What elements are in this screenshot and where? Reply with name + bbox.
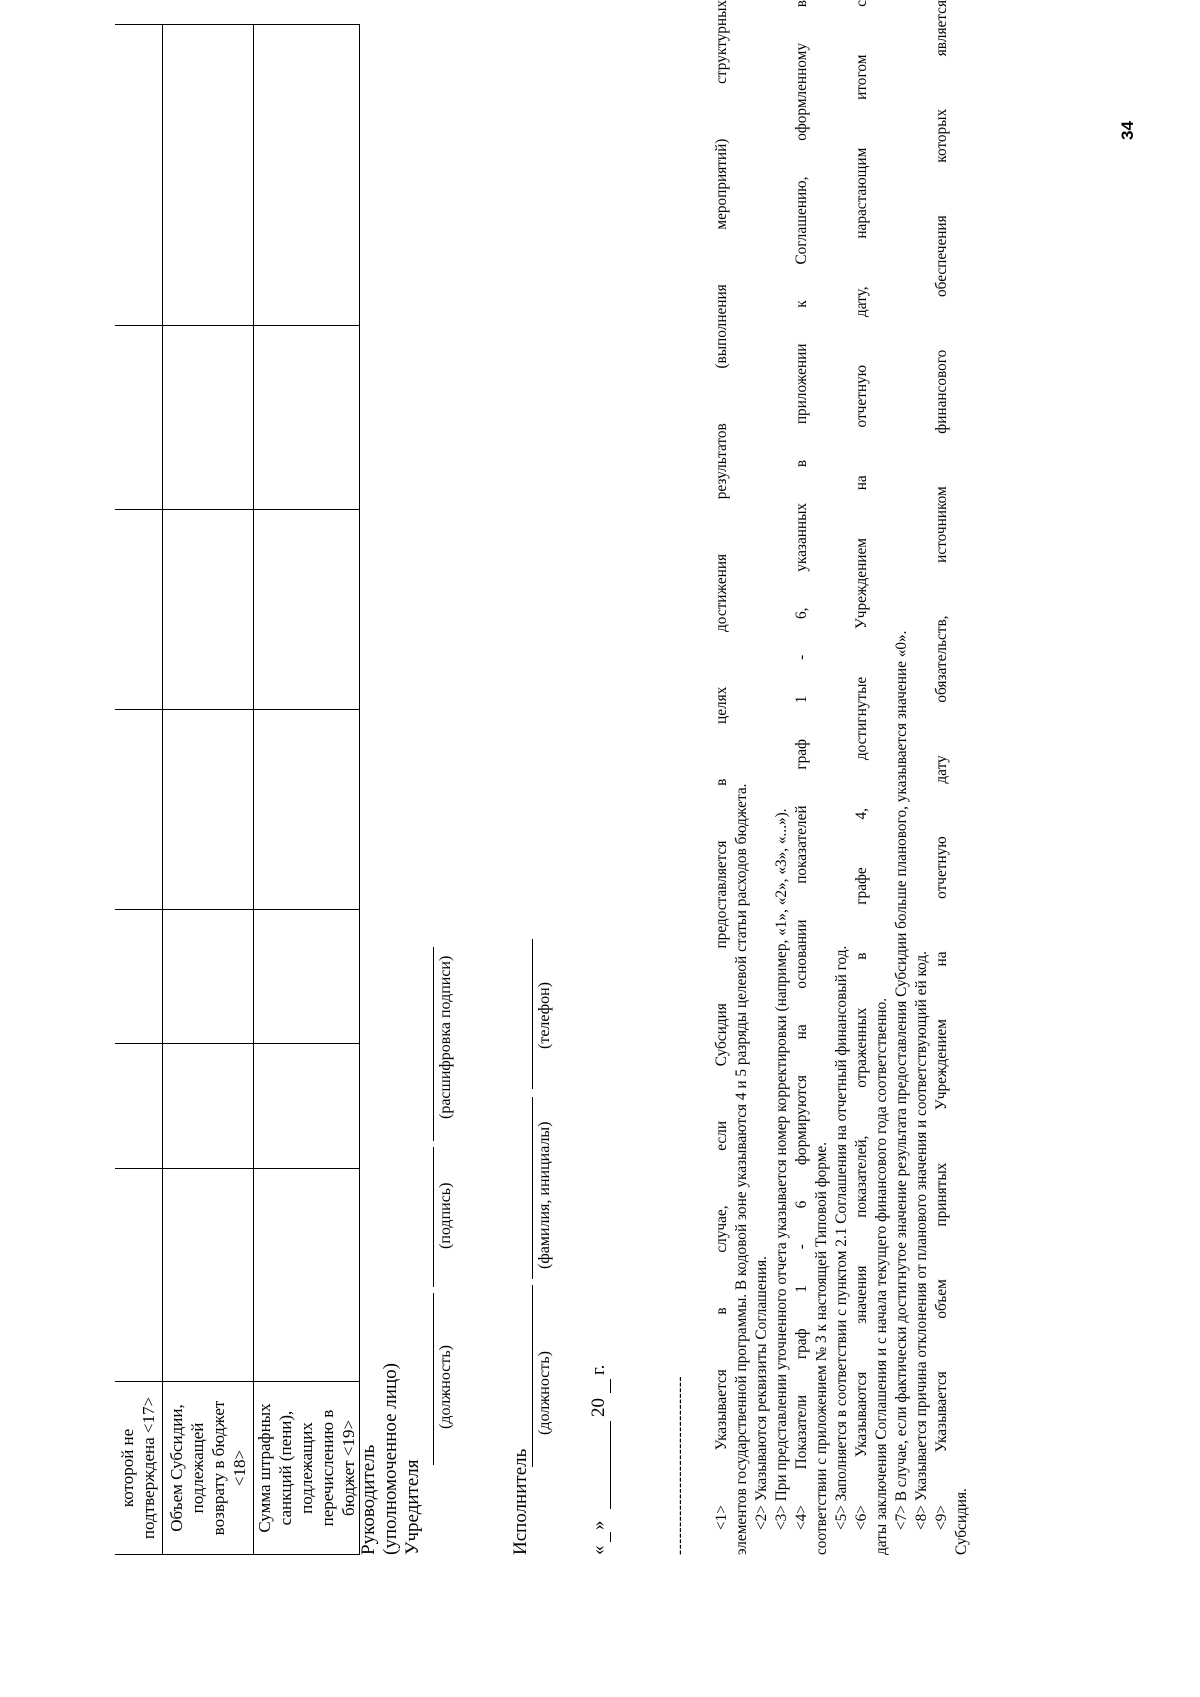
- footnote-8: <8> Указывается причина отклонения от планового значения и соответствующий ей код.: [913, 951, 930, 1530]
- table-cell: [162, 1044, 253, 1169]
- date-day-line: [610, 1532, 611, 1542]
- footnote-4-line-1: <4> Показатели граф 1 - 6 формируются на основании показателей граф 1 - 6, указанных в приложении к Соглашению, оформленному в: [793, 0, 810, 1530]
- footnote-5: <5> Заполняется в соответствии с пунктом 2.1 Соглашения на отчетный финансовый год.: [833, 945, 850, 1530]
- head-label-line1: Руководитель: [358, 1444, 379, 1555]
- table-cell: [162, 910, 253, 1044]
- footnote-9-line-2: Субсидия.: [953, 1488, 970, 1555]
- caption-exec-name: (фамилия, инициалы): [536, 1121, 553, 1269]
- footnote-1-line-1: <1> Указывается в случае, если Субсидия предоставляется в целях достижения результатов (выполнения мероприятий) структурных: [713, 0, 730, 1530]
- table-row: [162, 25, 253, 1555]
- footnote-6-line-2: даты заключения Соглашения и с начала текущего финансового года соответственно.: [873, 997, 890, 1555]
- table-row: [115, 25, 162, 1555]
- table-cell-label: Объем Субсидии, подлежащей возврату в бюджет <18>: [162, 1382, 253, 1555]
- date-open-quote: «: [588, 1545, 609, 1555]
- table-cell: [253, 910, 359, 1044]
- table-cell: [115, 326, 162, 510]
- date-suffix: г.: [588, 1364, 609, 1375]
- footnote-1-line-2: элементов государственной программы. В кодовой зоне указываются 4 и 5 разряды целевой статьи расходов бюджета.: [733, 783, 750, 1555]
- footnote-separator: --------------------------------: [671, 1375, 688, 1555]
- table-cell-label: Сумма штрафных санкций (пени), подлежащих перечислению в бюджет <19>: [253, 1382, 359, 1555]
- table-cell: [253, 25, 359, 326]
- table-cell: [115, 510, 162, 710]
- signature-line-exec-position: [532, 1285, 533, 1467]
- caption-position: (должность): [437, 1345, 454, 1429]
- date-year-prefix: 20: [588, 1398, 609, 1417]
- head-label-line3: Учредителя: [402, 1459, 423, 1555]
- footnote-7: <7> В случае, если фактически достигнутое значение результата предоставления Субсидии больше планового, указывается значение «0».: [893, 630, 910, 1530]
- table-cell: [115, 1044, 162, 1169]
- signature-line-exec-phone: [532, 939, 533, 1089]
- caption-decoding: (расшифровка подписи): [437, 955, 454, 1119]
- table-cell: [115, 910, 162, 1044]
- signature-line-exec-name: [532, 1097, 533, 1279]
- page-number: 34: [1118, 121, 1137, 140]
- footnote-9-line-1: <9> Указывается объем принятых Учреждением на отчетную дату обязательств, источником финансового обеспечения которых является: [933, 0, 950, 1530]
- table-cell: [162, 326, 253, 510]
- table-cell: [115, 25, 162, 326]
- table-cell: [162, 1169, 253, 1382]
- caption-exec-position: (должность): [536, 1351, 553, 1435]
- table-cell: [115, 1169, 162, 1382]
- table-cell: [115, 710, 162, 910]
- table-cell: [253, 326, 359, 510]
- table-cell: [253, 710, 359, 910]
- executor-label: Исполнитель: [510, 1448, 531, 1555]
- head-label-line2: (уполномоченное лицо): [380, 1363, 401, 1555]
- table-cell: [253, 510, 359, 710]
- signature-line-position: [433, 1293, 434, 1465]
- table-cell-label: которой не подтверждена <17>: [115, 1382, 162, 1555]
- date-close-quote: »: [588, 1520, 609, 1530]
- date-year-line: [610, 1379, 611, 1393]
- table-row: [253, 25, 359, 1555]
- table-cell: [253, 1044, 359, 1169]
- table-cell: [162, 710, 253, 910]
- signature-line-decoding: [433, 947, 434, 1141]
- caption-signature: (подпись): [437, 1182, 454, 1249]
- table-cell: [253, 1169, 359, 1382]
- footnote-2: <2> Указываются реквизиты Соглашения.: [753, 1256, 770, 1530]
- table-cell: [162, 510, 253, 710]
- footnote-6-line-1: <6> Указываются значения показателей, отраженных в графе 4, достигнутые Учреждением на отчетную дату, нарастающим итогом с: [853, 0, 870, 1530]
- footnote-4-line-2: соответствии с приложением № 3 к настоящей Типовой форме.: [813, 1141, 830, 1555]
- report-table: [115, 24, 360, 1555]
- table-cell: [162, 25, 253, 326]
- caption-exec-phone: (телефон): [536, 982, 553, 1049]
- signature-line-signature: [433, 1147, 434, 1287]
- date-month-line: [610, 1421, 611, 1509]
- footnote-3: <3> При представлении уточненного отчета указывается номер корректировки (например, «1», «2», «3», «...»).: [773, 808, 790, 1530]
